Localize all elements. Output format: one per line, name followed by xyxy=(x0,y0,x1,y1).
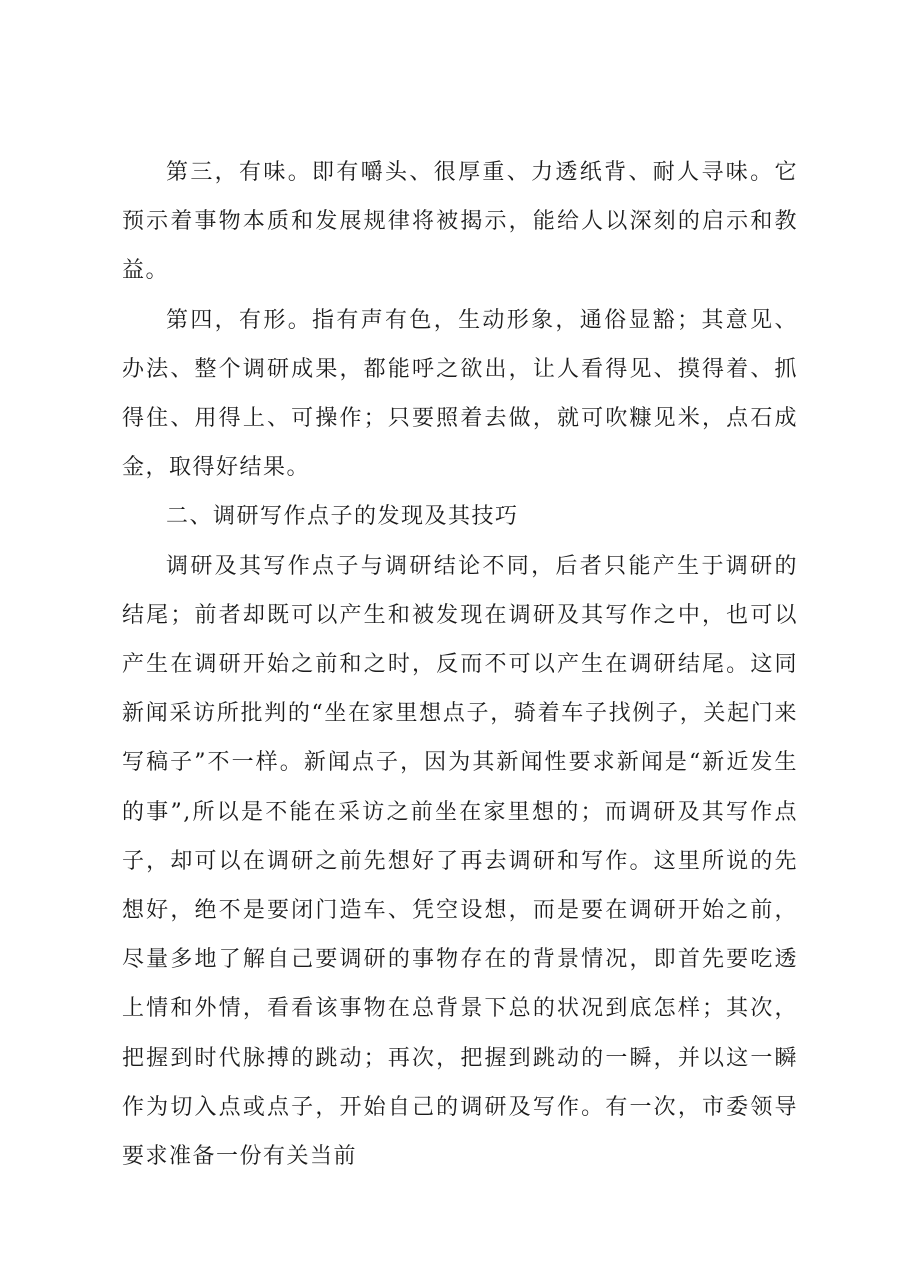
section-heading: 二、调研写作点子的发现及其技巧 xyxy=(166,504,519,530)
paragraph-body: 调研及其写作点子与调研结论不同，后者只能产生于调研的结尾；前者却既可以产生和被发现在调研及其写作之中，也可以产生在调研开始之前和之时，反而不可以产生在调研结尾。这同新闻采访所批判的“坐在家里想点子，骑着车子找例子，关起门来写稿子”不一样。新闻点子，因为其新闻性要求新闻是“新近发生的事”,所以是不能在采访之前坐在家里想的；而调研及其写作点子，却可以在调研之前先想好了再去调研和写作。这里所说的先想好，绝不是要闭门造车、凭空设想，而是要在调研开始之前，尽量多地了解自己要调研的事物存在的背景情况，即首先要吃透上情和外情，看看该事物在总背景下总的状况到底怎样；其次，把握到时代脉搏的跳动；再次，把握到跳动的一瞬，并以这一瞬作为切入点或点子，开始自己的调研及写作。有一次，市委领导要求准备一份有关当前 xyxy=(122,553,798,1170)
paragraph-fourth-point: 第四，有形。指有声有色，生动形象，通俗显豁；其意见、办法、整个调研成果，都能呼之欲出，让人看得见、摸得着、抓得住、用得上、可操作；只要照着去做，就可吹糠见米，点石成金，取得好结果。 xyxy=(122,307,798,481)
paragraph-third-point: 第三，有味。即有嚼头、很厚重、力透纸背、耐人寻味。它预示着事物本质和发展规律将被揭示，能给人以深刻的启示和教益。 xyxy=(122,160,798,284)
document-body xyxy=(122,148,798,1181)
